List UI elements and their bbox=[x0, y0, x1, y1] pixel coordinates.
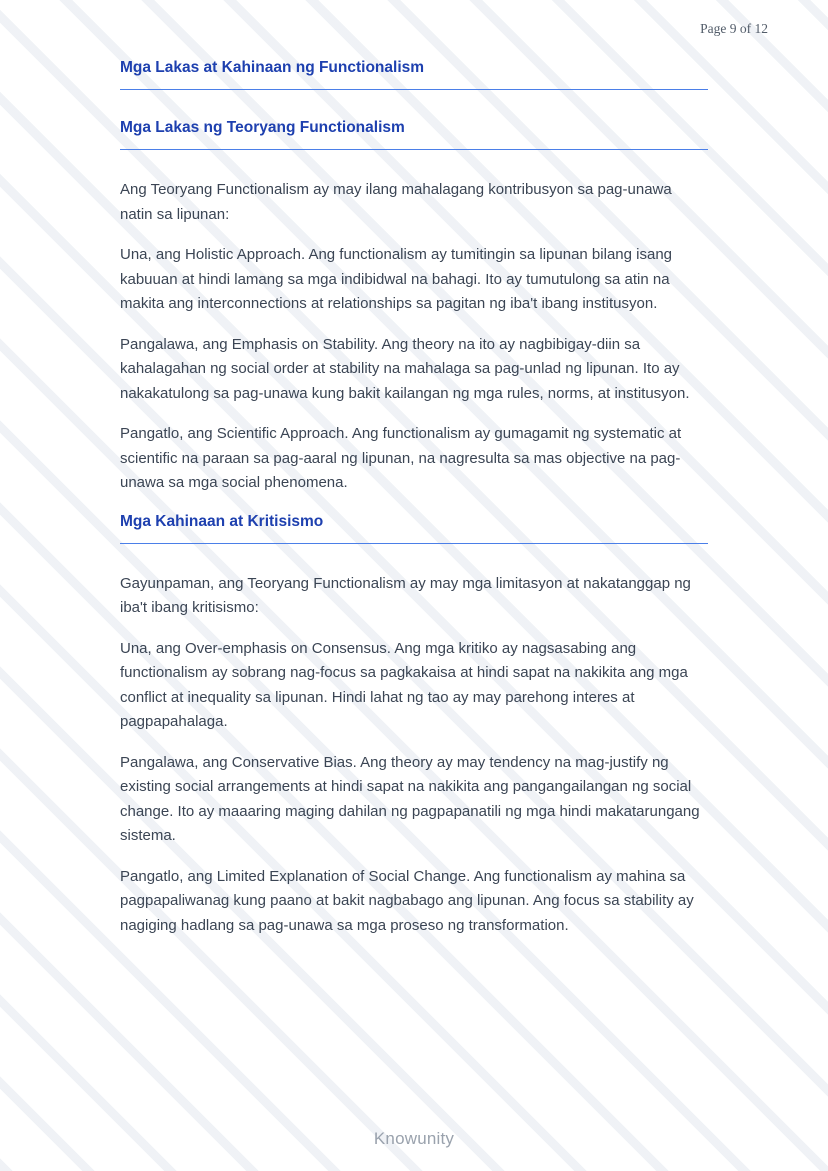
weaknesses-point-3-paragraph: Pangatlo, ang Limited Explanation of Social Change. Ang functionalism ay mahina sa pagpapaliwanag kung paano at bakit nagbabago ang lipunan. Ang focus sa stability ay nagiging hadlang sa pag-unawa sa mga proseso ng transformation. bbox=[120, 867, 694, 934]
heading-main: Mga Lakas at Kahinaan ng Functionalism bbox=[120, 58, 708, 90]
page-number: Page 9 of 12 bbox=[700, 21, 768, 36]
weaknesses-point-2-paragraph: Pangalawa, ang Conservative Bias. Ang theory ay may tendency na mag-justify ng existing social arrangements at hindi sapat na nakikita ang pangangailangan ng social change. Ito ay maaaring maging dahilan ng pagpapanatili ng mga hindi makatarungang sistema. bbox=[120, 753, 700, 844]
footer-brand: Knowunity bbox=[373, 1129, 455, 1148]
strengths-intro-paragraph: Ang Teoryang Functionalism ay may ilang mahalagang kontribusyon sa pag-unawa natin sa lipunan: bbox=[120, 181, 672, 223]
heading-strengths: Mga Lakas ng Teoryang Functionalism bbox=[120, 118, 708, 150]
weaknesses-point-1-paragraph: Una, ang Over-emphasis on Consensus. Ang mga kritiko ay nagsasabing ang functionalism ay sobrang nag-focus sa pagkakaisa at hindi sapat na nakikita ang mga conflict at inequality sa lipunan. Hindi lahat ng tao ay may parehong interes at pagpapahalaga. bbox=[120, 639, 688, 730]
strengths-point-2-paragraph: Pangalawa, ang Emphasis on Stability. Ang theory na ito ay nagbibigay-diin sa kahalagahan ng social order at stability na mahalaga sa pag-unlad ng lipunan. Ito ay nakakatulong sa pag-unawa kung bakit kailangan ng mga rules, norms, at institusyon. bbox=[120, 335, 690, 402]
heading-weaknesses: Mga Kahinaan at Kritisismo bbox=[120, 512, 708, 544]
document-content bbox=[120, 58, 708, 954]
strengths-point-3-paragraph: Pangatlo, ang Scientific Approach. Ang functionalism ay gumagamit ng systematic at scientific na paraan sa pag-aaral ng lipunan, na nagresulta sa mas objective na pag-unawa sa mga social phenomena. bbox=[120, 425, 682, 491]
weaknesses-intro-paragraph: Gayunpaman, ang Teoryang Functionalism ay may mga limitasyon at nakatanggap ng iba't ibang kritisismo: bbox=[120, 574, 691, 616]
strengths-point-1-paragraph: Una, ang Holistic Approach. Ang functionalism ay tumitingin sa lipunan bilang isang kabuuan at hindi lamang sa mga indibidwal na bahagi. Ito ay tumutulong sa atin na makita ang interconnections at relationships sa pagitan ng iba't ibang institusyon. bbox=[120, 246, 672, 312]
